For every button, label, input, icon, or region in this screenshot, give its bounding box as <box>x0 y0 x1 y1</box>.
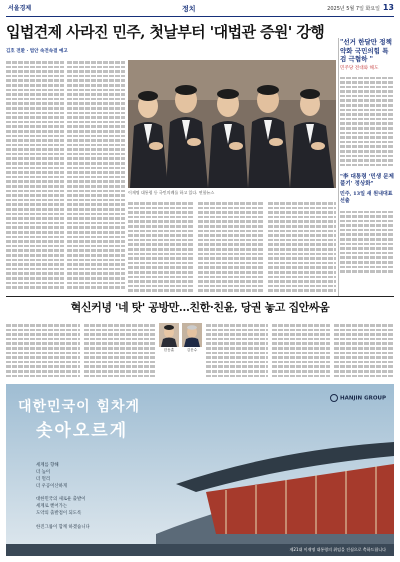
article-column-4 <box>198 200 264 295</box>
ad-copy-line: 대한민국의 새로운 출발이 <box>36 497 86 502</box>
newspaper-page <box>6 4 394 558</box>
article-column-1 <box>6 59 64 295</box>
hanjin-logo <box>330 394 386 403</box>
ad-copy-line: 도약의 출발점이 되도록 <box>36 511 82 516</box>
top-headline: 입법견제 사라진 민주, 첫날부터 '대법관 증원' 강행 <box>6 23 325 41</box>
ad-copy-line: 세계로 뻗어가는 <box>36 504 68 509</box>
second-column-3 <box>206 322 268 380</box>
mugshot-1-caption: 한동훈 <box>163 348 175 352</box>
article-column-3 <box>128 200 194 295</box>
sidebar-body <box>340 75 394 171</box>
ad-copy-line: 더 높이 <box>36 470 51 475</box>
second-column-5 <box>334 322 394 380</box>
sidebar-second-subtitle: 민주, 13일 새 원내대표 선출 <box>340 190 393 204</box>
mugshot-2 <box>182 323 202 347</box>
publication-name: 서울경제 <box>8 5 32 12</box>
section-name: 정치 <box>182 5 196 13</box>
sidebar-subtitle: 민주당 전대와 해도 <box>340 65 379 71</box>
ad-headline-1: 대한민국이 힘차게 <box>18 399 141 415</box>
ad-copy-line: 더 멀리 <box>36 477 51 482</box>
sidebar-title: "선거 한달만 정책 약화 국민의힘 특검 극혐하 " <box>340 38 392 63</box>
top-byline: 김호 전환 · 법안 속전속결 예고 <box>6 49 68 54</box>
ad-headline-2: 솟아오르게 <box>36 421 129 441</box>
second-column-2 <box>84 322 156 380</box>
ad-copy-1 <box>36 462 67 490</box>
ad-copy-line: 더 우공이산하게 <box>36 484 68 489</box>
article-column-5 <box>268 200 336 295</box>
sidebar-second-body <box>340 209 394 279</box>
top-photo <box>128 60 336 188</box>
article-column-2 <box>67 59 125 295</box>
sidebar-story <box>340 38 394 279</box>
ad-footer: 제21대 이재명 대통령의 취임을 진심으로 축하드립니다 <box>289 547 386 552</box>
second-column-4 <box>272 322 330 380</box>
ad-copy-line: 세계를 향해 <box>36 463 59 468</box>
page-header <box>6 4 394 17</box>
advertisement <box>6 384 394 556</box>
officials-photo <box>128 60 336 188</box>
sidebar-second-title: "李 대통령 '민생 문제 풀기' 정상화" <box>340 173 394 187</box>
mugshot-2-caption: 김문수 <box>186 348 198 352</box>
column-rule <box>338 38 339 296</box>
page-number: 13 <box>382 3 394 12</box>
brand-name: HANJIN GROUP <box>340 395 386 402</box>
ad-copy-3: 한진그룹이 함께 하겠습니다 <box>36 525 90 530</box>
second-column-1 <box>6 322 80 380</box>
hanjin-logo-icon <box>330 394 338 402</box>
photo-caption: 이재명 대통령 등 국민의례를 하고 있다. 연합뉴스 <box>128 190 215 195</box>
mugshot-1 <box>159 323 179 347</box>
ad-copy-2 <box>36 496 85 517</box>
section-divider <box>6 296 394 297</box>
issue-date: 2025년 5월 7일 화요일 <box>327 6 380 12</box>
second-headline: 혁신커녕 '네 탓' 공방만…친한·친윤, 당권 놓고 집안싸움 <box>70 301 330 314</box>
